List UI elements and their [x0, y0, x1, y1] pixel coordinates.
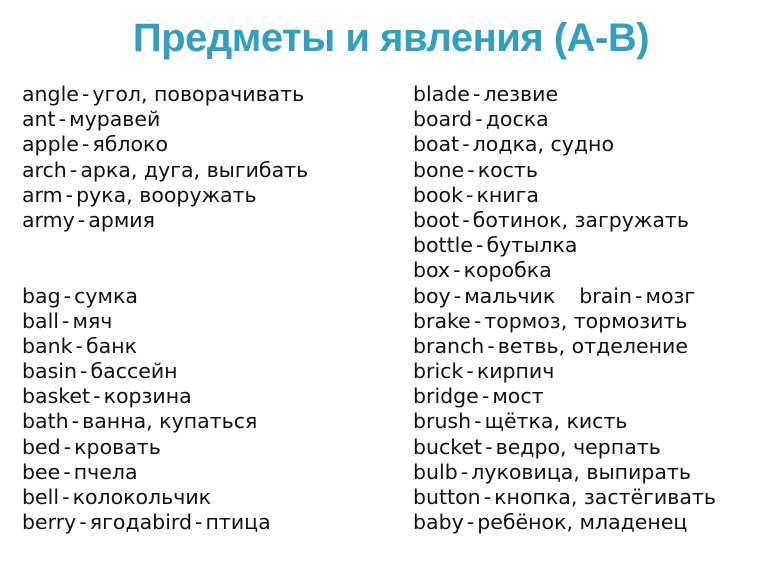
list-item [22, 284, 392, 309]
english-word: bulb [413, 459, 458, 484]
english-word: bank [22, 333, 73, 358]
list-item [413, 284, 773, 309]
separator: - [77, 207, 86, 232]
list-item [413, 233, 773, 258]
english-word: basin [22, 359, 77, 384]
separator: - [453, 283, 462, 308]
english-word: brick [413, 359, 464, 384]
list-item [22, 460, 392, 485]
list-item [413, 107, 773, 132]
separator: - [63, 459, 71, 484]
english-word: boy [413, 283, 451, 308]
russian-translation: колокольчик [72, 485, 212, 510]
left-word-list [22, 82, 392, 535]
english-word: branch [413, 333, 485, 358]
separator: - [485, 434, 493, 459]
separator: - [62, 485, 70, 510]
english-word: boot [413, 207, 460, 232]
russian-translation: мост [492, 384, 544, 409]
russian-translation: пчела [73, 459, 138, 484]
separator: - [466, 510, 475, 535]
english-word: boat [413, 132, 460, 157]
list-item [22, 183, 392, 208]
list-item [22, 359, 392, 384]
list-item [22, 334, 392, 359]
section-gap [22, 233, 392, 283]
list-item [413, 485, 773, 510]
english-word: apple [22, 132, 79, 157]
english-word: arm [22, 182, 63, 207]
list-item [22, 485, 392, 510]
list-item [413, 409, 773, 434]
separator: - [476, 233, 484, 258]
russian-translation: лезвие [483, 82, 559, 106]
english-word: bell [22, 485, 60, 510]
russian-translation: коробка [463, 258, 552, 283]
russian-translation: мальчик [464, 283, 556, 308]
separator: - [466, 359, 474, 384]
list-item [22, 158, 392, 183]
russian-translation: луковица, выпирать [471, 459, 691, 484]
list-item [22, 435, 392, 460]
separator: - [195, 510, 203, 535]
english-word: berry [22, 510, 77, 535]
list-item [413, 258, 773, 283]
russian-translation: ведро, черпать [495, 434, 661, 459]
list-item [22, 409, 392, 434]
list-item [413, 183, 773, 208]
list-item [413, 510, 773, 535]
russian-translation: птица [205, 510, 271, 535]
separator: - [80, 359, 88, 384]
english-word: brain [579, 283, 632, 308]
separator: - [462, 132, 470, 157]
english-word: button [413, 485, 481, 509]
russian-translation: ягодаbird [89, 510, 192, 535]
separator: - [473, 308, 482, 333]
separator: - [481, 384, 490, 409]
english-word: bone [413, 157, 465, 182]
english-word: angle [22, 82, 79, 106]
russian-translation: лодка, судно [472, 132, 615, 157]
separator: - [69, 157, 78, 182]
separator: - [467, 157, 475, 182]
separator: - [475, 107, 483, 132]
separator: - [63, 283, 72, 308]
russian-translation: ванна, купаться [82, 409, 258, 434]
russian-translation: сумка [74, 283, 138, 308]
list-item [22, 107, 392, 132]
english-word: bee [22, 459, 61, 484]
russian-translation: корзина [103, 384, 192, 409]
list-item [22, 208, 392, 233]
english-word: blade [413, 82, 470, 106]
separator: - [462, 207, 470, 232]
list-item [22, 309, 392, 334]
russian-translation: банк [85, 333, 137, 358]
separator: - [81, 82, 90, 106]
russian-translation: кнопка, застёгивать [494, 485, 716, 509]
separator: - [63, 434, 72, 459]
russian-translation: армия [88, 207, 155, 232]
russian-translation: мозг [645, 283, 696, 308]
russian-translation: ветвь, отделение [497, 333, 688, 358]
separator: - [58, 107, 67, 132]
russian-translation: бутылка [486, 233, 578, 258]
russian-translation: книга [476, 182, 539, 207]
separator: - [75, 333, 83, 358]
english-word: box [413, 258, 451, 283]
separator: - [79, 510, 87, 535]
separator: - [460, 459, 469, 484]
separator: - [635, 283, 643, 308]
separator: - [466, 182, 474, 207]
russian-translation: мяч [72, 308, 113, 333]
russian-translation: доска [485, 107, 549, 132]
separator: - [65, 182, 74, 207]
separator: - [81, 132, 90, 157]
english-word: ant [22, 107, 56, 132]
english-word: brush [413, 409, 472, 434]
english-word: bottle [413, 233, 473, 258]
separator: - [474, 409, 482, 434]
english-word: bridge [413, 384, 479, 409]
russian-translation: щётка, кисть [484, 409, 628, 434]
russian-translation: муравей [69, 107, 161, 132]
english-word: bed [22, 434, 61, 459]
russian-translation: бассейн [90, 359, 178, 384]
english-word: bag [22, 283, 61, 308]
english-word: bath [22, 409, 69, 434]
russian-translation: яблоко [92, 132, 168, 157]
page-title: Предметы и явления (A-B) [132, 16, 650, 60]
russian-translation: кровать [74, 434, 161, 459]
russian-translation: угол, поворачивать [92, 82, 305, 106]
english-word: book [413, 182, 463, 207]
russian-translation: кость [477, 157, 538, 182]
separator: - [453, 258, 461, 283]
english-word: board [413, 107, 473, 132]
list-item [413, 435, 773, 460]
separator: - [483, 485, 492, 509]
list-item [413, 359, 773, 384]
right-word-list [413, 82, 773, 535]
list-item [413, 158, 773, 183]
list-item [413, 384, 773, 409]
english-word: ball [22, 308, 59, 333]
list-item [22, 384, 392, 409]
english-word: basket [22, 384, 91, 409]
russian-translation: ребёнок, младенец [477, 510, 688, 535]
russian-translation: кирпич [476, 359, 555, 384]
english-word: army [22, 207, 75, 232]
english-word: arch [22, 157, 67, 182]
russian-translation: тормоз, тормозить [484, 308, 688, 333]
russian-translation: ботинок, загружать [472, 207, 689, 232]
list-item [22, 510, 392, 535]
list-item [413, 82, 773, 107]
list-item [413, 309, 773, 334]
english-word: baby [413, 510, 464, 535]
separator: - [487, 333, 495, 358]
list-item [413, 132, 773, 157]
list-item [413, 460, 773, 485]
list-item [22, 82, 392, 107]
list-item [22, 132, 392, 157]
english-word: brake [413, 308, 471, 333]
separator: - [62, 308, 70, 333]
list-item [413, 334, 773, 359]
russian-translation: рука, вооружать [76, 182, 257, 207]
russian-translation: арка, дуга, выгибать [80, 157, 309, 182]
separator: - [71, 409, 80, 434]
list-item [413, 208, 773, 233]
english-word: bucket [413, 434, 483, 459]
separator: - [93, 384, 101, 409]
separator: - [472, 82, 481, 106]
